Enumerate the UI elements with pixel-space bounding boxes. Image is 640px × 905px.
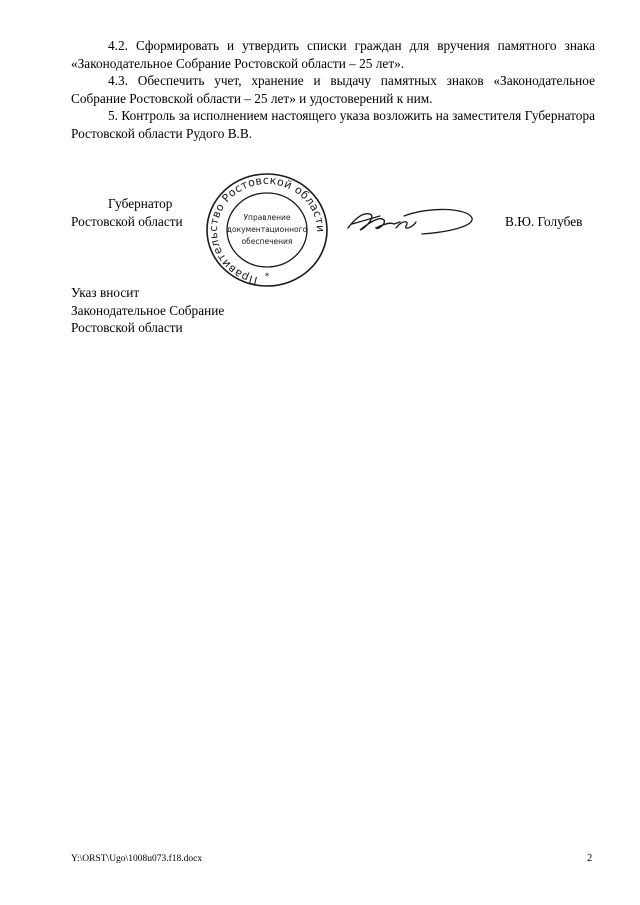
seal-ring-text: Правительство Ростовской области bbox=[206, 173, 328, 288]
paragraph-5: 5. Контроль за исполнением настоящего указа возложить на заместителя Губернатора Ростовской области Рудого В.В. bbox=[71, 108, 595, 141]
paragraph-4-3: 4.3. Обеспечить учет, хранение и выдачу памятных знаков «Законодательное Собрание Ростовской области – 25 лет» и удостоверений к ним. bbox=[71, 73, 595, 106]
submitted-by-line3: Ростовской области bbox=[71, 320, 183, 336]
submitted-by-line1: Указ вносит bbox=[71, 285, 140, 300]
submitted-by-block bbox=[71, 284, 224, 337]
submitted-by-line2: Законодательное Собрание bbox=[71, 302, 225, 318]
decree-body bbox=[71, 37, 595, 143]
paragraph-4-2: 4.2. Сформировать и утвердить списки граждан для вручения памятного знака «Законодательное Собрание Ростовской области – 25 лет». bbox=[71, 38, 595, 71]
handwritten-signature-icon bbox=[340, 202, 480, 242]
seal-center-line1: Управление bbox=[243, 213, 291, 222]
signer-title-line1: Губернатор bbox=[108, 196, 173, 211]
signature-block bbox=[0, 170, 640, 290]
signer-name: В.Ю. Голубев bbox=[505, 214, 583, 229]
footer-file-path: Y:\ORST\Ugo\1008u073.f18.docx bbox=[71, 854, 203, 864]
page-number: 2 bbox=[587, 853, 593, 864]
seal-center-line2: документационного bbox=[226, 225, 308, 234]
seal-star: * bbox=[264, 272, 270, 282]
signer-title-line2: Ростовской области bbox=[71, 214, 183, 229]
seal-center-line3: обеспечения bbox=[241, 237, 293, 246]
official-seal-icon bbox=[201, 170, 333, 288]
